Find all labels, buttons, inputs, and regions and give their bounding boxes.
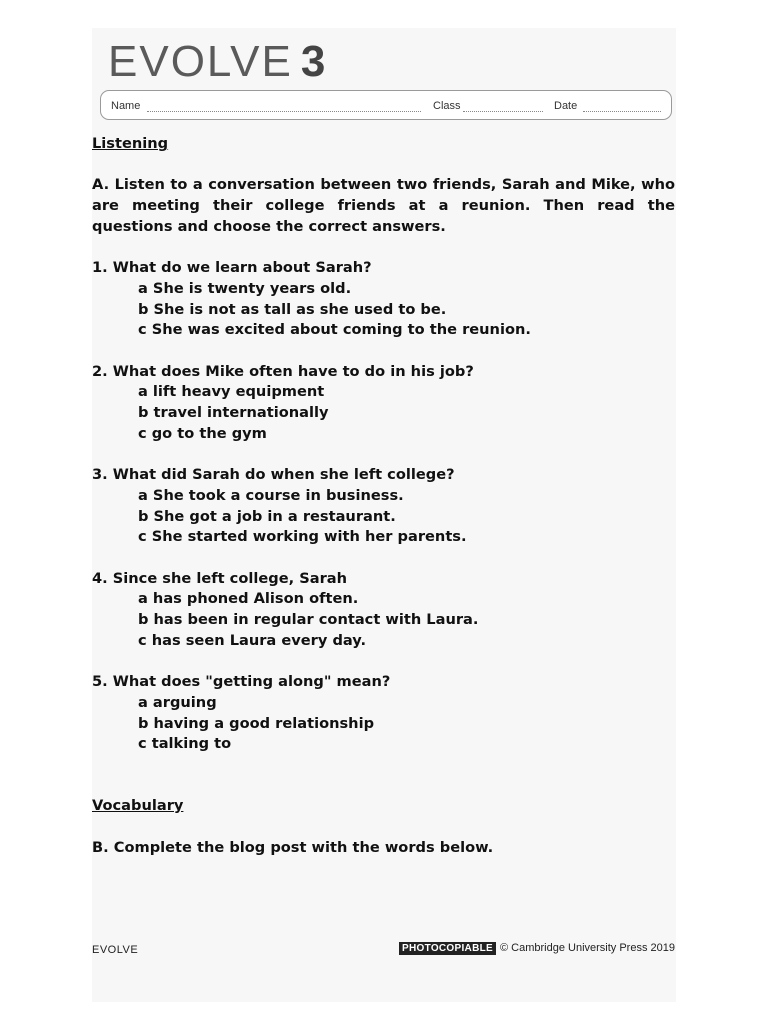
question-text: 1. What do we learn about Sarah?: [92, 259, 372, 277]
question-5: [92, 672, 675, 755]
worksheet-content: [92, 134, 675, 858]
listening-heading: Listening: [92, 135, 169, 152]
copyright-text: © Cambridge University Press 2019: [499, 942, 675, 954]
question-text: 4. Since she left college, Sarah: [92, 569, 348, 587]
answer-option[interactable]: a lift heavy equipment: [138, 383, 325, 401]
question-text: 2. What does Mike often have to do in his job?: [92, 362, 474, 380]
question-4: [92, 569, 675, 652]
footer-copyright-block: [399, 942, 675, 955]
answer-option[interactable]: c has seen Laura every day.: [138, 631, 367, 649]
answer-option[interactable]: b has been in regular contact with Laura.: [138, 611, 479, 629]
vocabulary-instruction: B. Complete the blog post with the words below.: [92, 838, 494, 856]
logo-text: EVOLVE: [108, 37, 293, 86]
class-field[interactable]: [463, 111, 543, 112]
answer-option[interactable]: c talking to: [138, 735, 232, 753]
answer-option[interactable]: b She got a job in a restaurant.: [138, 507, 396, 525]
date-label: Date: [554, 100, 578, 112]
page-footer: [92, 942, 675, 960]
answer-option[interactable]: c go to the gym: [138, 424, 267, 442]
name-class-date-bar: [100, 90, 672, 120]
question-3: [92, 465, 675, 548]
logo-number: 3: [300, 37, 328, 86]
name-label: Name: [111, 100, 141, 112]
question-2: [92, 362, 675, 445]
listening-instruction: A. Listen to a conversation between two friends, Sarah and Mike, who are meeting their college friends at a reunion. Then read the questions and choose the correct answers.: [92, 176, 675, 235]
footer-brand: EVOLVE: [92, 944, 139, 956]
answer-option[interactable]: b travel internationally: [138, 404, 329, 422]
question-text: 5. What does "getting along" mean?: [92, 673, 391, 691]
answer-option[interactable]: c She started working with her parents.: [138, 528, 467, 546]
name-field[interactable]: [147, 111, 421, 112]
answer-option[interactable]: a She took a course in business.: [138, 486, 404, 504]
evolve-logo: [108, 36, 327, 88]
class-label: Class: [433, 100, 461, 112]
answer-option[interactable]: b She is not as tall as she used to be.: [138, 300, 447, 318]
question-text: 3. What did Sarah do when she left college?: [92, 466, 455, 484]
answer-option[interactable]: a has phoned Alison often.: [138, 590, 359, 608]
answer-option[interactable]: c She was excited about coming to the reunion.: [138, 321, 531, 339]
vocabulary-heading: Vocabulary: [92, 797, 184, 815]
answer-option[interactable]: a She is twenty years old.: [138, 279, 352, 297]
question-1: [92, 258, 675, 341]
photocopiable-badge: PHOTOCOPIABLE: [399, 942, 496, 955]
date-field[interactable]: [583, 111, 661, 112]
answer-option[interactable]: b having a good relationship: [138, 714, 375, 732]
answer-option[interactable]: a arguing: [138, 693, 217, 711]
